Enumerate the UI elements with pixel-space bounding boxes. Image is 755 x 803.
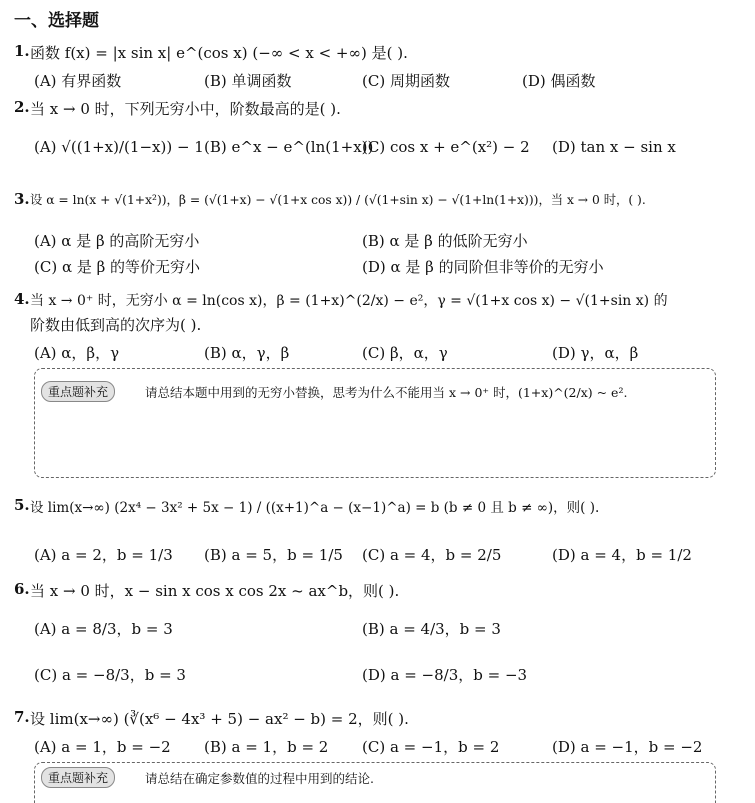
option-c: (C) a = −8/3，b = 3 (34, 666, 186, 684)
question-number: 2. (14, 98, 30, 116)
question-stem-line-2: 阶数由低到高的次序为( ). (30, 316, 202, 334)
option-b: (B) α 是 β 的低阶无穷小 (362, 232, 528, 250)
supplement-note-box (34, 762, 716, 803)
option-b: (B) a = 5，b = 1/5 (204, 546, 343, 564)
option-c: (C) a = 4，b = 2/5 (362, 546, 502, 564)
option-a: (A) √((1+x)/(1−x)) − 1 (34, 138, 204, 156)
option-c: (C) a = −1，b = 2 (362, 738, 500, 756)
option-a: (A) a = 2，b = 1/3 (34, 546, 173, 564)
supplement-note-box (34, 368, 716, 478)
option-d: (D) a = −8/3，b = −3 (362, 666, 528, 684)
question-number: 5. (14, 496, 30, 514)
question-stem: 当 x → 0 时，下列无穷小中，阶数最高的是( ). (30, 100, 341, 118)
question-number: 7. (14, 708, 30, 726)
question-stem-line-1: 当 x → 0⁺ 时，无穷小 α = ln(cos x)，β = (1+x)^(2/x) − e²，γ = √(1+x cos x) − √(1+sin x) 的 (30, 293, 668, 309)
question-number: 6. (14, 580, 30, 598)
section-title: 一、选择题 (14, 11, 99, 31)
option-b: (B) e^x − e^(ln(1+x)) (204, 138, 374, 156)
option-c: (C) β，α，γ (362, 344, 448, 362)
question-number: 4. (14, 290, 30, 308)
option-d: (D) tan x − sin x (552, 138, 676, 156)
option-b: (B) 单调函数 (204, 72, 292, 90)
option-b: (B) a = 4/3，b = 3 (362, 620, 501, 638)
option-a: (A) 有界函数 (34, 72, 122, 90)
option-a: (A) a = 8/3，b = 3 (34, 620, 173, 638)
question-number: 3. (14, 190, 30, 208)
option-d: (D) a = −1，b = −2 (552, 738, 703, 756)
question-stem: 设 lim(x→∞) (2x⁴ − 3x² + 5x − 1) / ((x+1)^a − (x−1)^a) = b (b ≠ 0 且 b ≠ ∞)，则( ). (30, 500, 600, 516)
option-d: (D) α 是 β 的同阶但非等价的无穷小 (362, 258, 604, 276)
option-c: (C) cos x + e^(x²) − 2 (362, 138, 530, 156)
supplement-text: 请总结本题中用到的无穷小替换，思考为什么不能用当 x → 0⁺ 时，(1+x)^(2/x) ~ e². (145, 385, 628, 400)
supplement-badge: 重点题补充 (41, 381, 115, 402)
option-a: (A) a = 1，b = −2 (34, 738, 171, 756)
question-stem: 设 lim(x→∞) (∛(x⁶ − 4x³ + 5) − ax² − b) = 2，则( ). (30, 710, 409, 728)
option-b: (B) a = 1，b = 2 (204, 738, 329, 756)
option-a: (A) α 是 β 的高阶无穷小 (34, 232, 200, 250)
option-b: (B) α，γ，β (204, 344, 290, 362)
option-d: (D) γ，α，β (552, 344, 639, 362)
option-d: (D) a = 4，b = 1/2 (552, 546, 692, 564)
supplement-text: 请总结在确定参数值的过程中用到的结论. (145, 771, 374, 786)
supplement-badge: 重点题补充 (41, 767, 115, 788)
option-a: (A) α，β，γ (34, 344, 120, 362)
option-c: (C) 周期函数 (362, 72, 450, 90)
question-number: 1. (14, 42, 30, 60)
question-stem: 函数 f(x) = |x sin x| e^(cos x) (−∞ < x < +∞) 是( ). (30, 44, 408, 62)
question-stem: 设 α = ln(x + √(1+x²))，β = (√(1+x) − √(1+x cos x)) / (√(1+sin x) − √(1+ln(1+x)))，当 x → 0 时，( ). (30, 193, 646, 207)
option-d: (D) 偶函数 (522, 72, 596, 90)
option-c: (C) α 是 β 的等价无穷小 (34, 258, 201, 276)
question-stem: 当 x → 0 时，x − sin x cos x cos 2x ~ ax^b，则( ). (30, 582, 400, 600)
